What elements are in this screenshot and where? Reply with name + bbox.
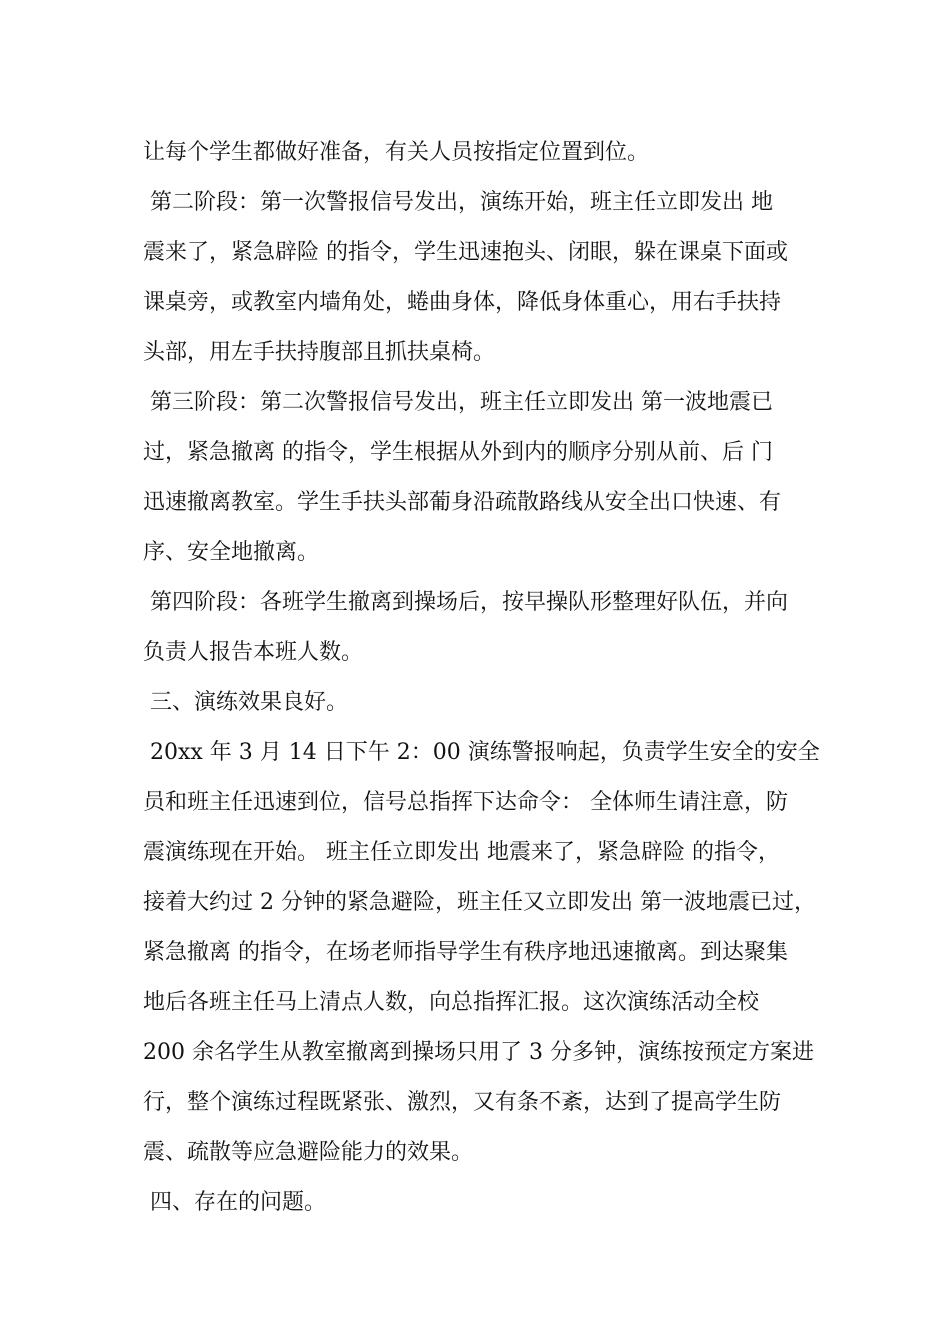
text-line: 紧急撤离 的指令，在场老师指导学生有秩序地迅速撤离。到达聚集 (143, 940, 788, 965)
text-line: 负责人报告本班人数。 (143, 640, 364, 665)
text-line: 第三阶段：第二次警报信号发出，班主任立即发出 第一波地震已 (143, 390, 773, 415)
text-line: 迅速撤离教室。学生手扶头部葡身沿疏散路线从安全出口快速、有 (143, 490, 782, 515)
text-line: 接着大约过 2 分钟的紧急避险，班主任又立即发出 第一波地震已过， (143, 890, 816, 915)
text-line: 震、疏散等应急避险能力的效果。 (143, 1140, 474, 1165)
section-heading: 三、演练效果良好。 (143, 690, 348, 715)
text-line: 过，紧急撤离 的指令，学生根据从外到内的顺序分别从前、后 门 (143, 440, 773, 465)
text-line: 员和班主任迅速到位，信号总指挥下达命令： 全体师生请注意，防 (143, 790, 788, 815)
text-line: 课桌旁，或教室内墙角处，蜷曲身体，降低身体重心，用右手扶持 (143, 290, 782, 315)
section-heading: 四、存在的问题。 (143, 1190, 326, 1215)
text-line: 20xx 年 3 月 14 日下午 2：00 演练警报响起，负责学生安全的安全 (143, 740, 820, 765)
document-body (143, 128, 833, 1228)
text-line: 第二阶段：第一次警报信号发出，演练开始，班主任立即发出 地 (143, 190, 773, 215)
text-line: 行，整个演练过程既紧张、激烈，又有条不紊，达到了提高学生防 (143, 1090, 782, 1115)
text-line: 头部，用左手扶持腹部且抓扶桌椅。 (143, 340, 496, 365)
text-line: 震演练现在开始。 班主任立即发出 地震来了，紧急辟险 的指令， (143, 840, 780, 865)
text-line: 让每个学生都做好准备，有关人员按指定位置到位。 (143, 140, 650, 165)
text-line: 200 余名学生从教室撤离到操场只用了 3 分多钟，演练按预定方案进 (143, 1040, 814, 1065)
text-line: 地后各班主任马上清点人数，向总指挥汇报。这次演练活动全校 (143, 990, 760, 1015)
text-line: 序、安全地撤离。 (143, 540, 320, 565)
text-line: 第四阶段：各班学生撤离到操场后，按早操队形整理好队伍，并向 (143, 590, 788, 615)
text-line: 震来了，紧急辟险 的指令，学生迅速抱头、闭眼，躲在课桌下面或 (143, 240, 788, 265)
